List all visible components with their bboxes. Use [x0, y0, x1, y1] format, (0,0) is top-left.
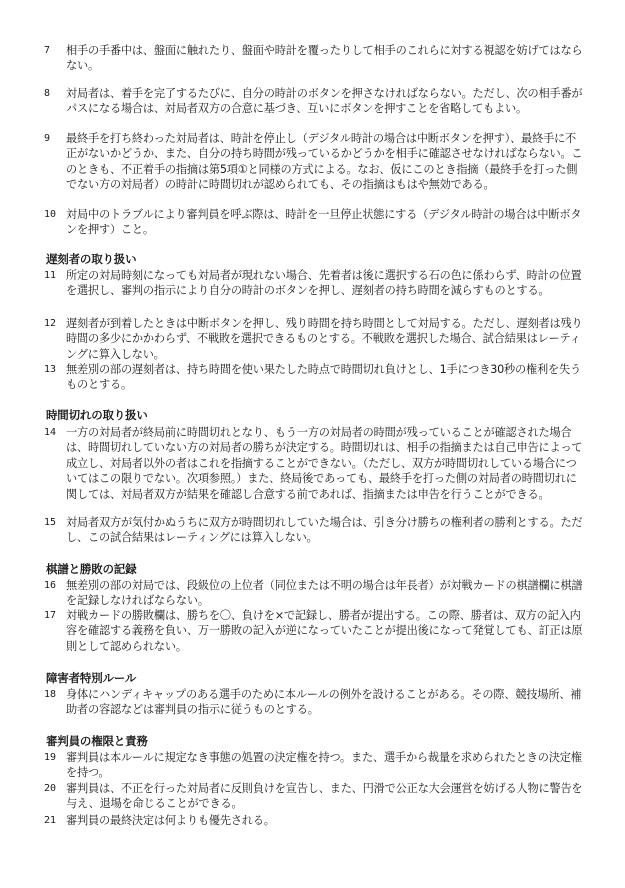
rule-text: 最終手を打ち終わった対局者は、時計を停止し（デジタル時計の場合は中断ボタンを押す）、最終手に不正がないかどうか、また、自分の持ち時間が残っているかどうかを相手に確認させなければならない。このときも、不正着手の指摘は第5項①と同様の方式による。なお、仮にこのとき指摘（最終手を打った側でない方の対局者）の時計に時間切れが認められても、その指摘はもはや無効である。: [66, 132, 583, 192]
rule-number: 10: [44, 209, 57, 220]
rule-text: 対局者は、着手を完了するたびに、自分の時計のボタンを押さなければならない。ただし、次の相手番がパスになる場合は、対局者双方の合意に基づき、互いにボタンを押すことを省略してもよい。: [66, 87, 583, 116]
rule-number: 13: [44, 364, 57, 375]
rule-number: 8: [44, 88, 51, 99]
rule-text: 相手の手番中は、盤面に触れたり、盤面や時計を覆ったりして相手のこれらに対する視認を妨げてはならない。: [66, 44, 583, 73]
rule-text: 対局者双方が気付かぬうちに双方が時間切れしていた場合は、引き分け勝ちの権利者の勝利とする。ただし、この試合結果はレーティングには算入しない。: [66, 516, 583, 545]
rule-number: 7: [44, 45, 51, 56]
rule-number: 16: [44, 580, 57, 591]
rule-number: 9: [44, 133, 51, 144]
rule-text: 審判員は本ルールに規定なき事態の処置の決定権を持つ。また、選手から裁量を求められたときの決定権を持つ。: [66, 751, 582, 780]
rule-number: 15: [44, 517, 57, 528]
section-heading-referee: 審判員の権限と責務: [46, 734, 148, 748]
rule-text: 所定の対局時刻になっても対局者が現れない場合、先着者は後に選択する石の色に係わらず、時計の位置を選択し、審判の指示により自分の時計のボタンを押し、遅刻者の持ち時間を減らすものとする。: [66, 269, 582, 298]
rule-text: 身体にハンディキャップのある選手のために本ルールの例外を設けることがある。その際、競技場所、補助者の容認などは審判員の指示に従うものとする。: [66, 688, 582, 717]
rule-number: 11: [44, 270, 57, 281]
rule-text: 審判員の最終決定は何よりも優先される。: [66, 814, 275, 827]
rule-number: 14: [44, 427, 57, 438]
rule-number: 21: [44, 815, 57, 826]
rule-text: 無差別の部の対局では、段級位の上位者（同位または不明の場合は年長者）が対戦カードの棋譜欄に棋譜を記録しなければならない。: [66, 579, 583, 608]
rule-text: 審判員は、不正を行った対局者に反則負けを宣告し、また、円滑で公正な大会運営を妨げる人物に警告を与え、退場を命じることができる。: [66, 782, 583, 811]
section-heading-late-player: 遅刻者の取り扱い: [46, 252, 137, 266]
rule-text: 遅刻者が到着したときは中断ボタンを押し、残り時間を持ち時間として対局する。ただし、遅刻者は残り時間の多少にかかわらず、不戦敗を選択できるものとする。不戦敗を選択した場合、試合結果はレーティングに算入しない。: [66, 317, 583, 361]
rule-text: 対局中のトラブルにより審判員を呼ぶ際は、時計を一旦停止状態にする（デジタル時計の場合は中断ボタンを押す）こと。: [66, 208, 582, 237]
rule-text: 無差別の部の遅刻者は、持ち時間を使い果たした時点で時間切れ負けとし、1手につき30秒の権利を失うものとする。: [66, 363, 581, 392]
rule-text: 一方の対局者が終局前に時間切れとなり、もう一方の対局者の時間が残っていることが確認された場合は、時間切れしていない方の対局者の勝ちが決定する。時間切れは、相手の指摘または自己申告によって成立し、対局者以外の者はこれを指摘することができない。（ただし、双方が時間切れしている場合についてはこの限りでない。次項参照。）また、終局後であっても、最終手を打った側の対局者の時間切れに関しては、対局者双方が結果を確認し合意する前であれば、指摘または申告を行うことができる。: [66, 426, 583, 501]
section-heading-time-out: 時間切れの取り扱い: [46, 408, 148, 422]
section-heading-special-rule: 障害者特別ルール: [46, 671, 137, 685]
rule-number: 12: [44, 318, 57, 329]
rule-number: 19: [44, 752, 57, 763]
rule-text: 対戦カードの勝敗欄は、勝ちを〇、負けを×で記録し、勝者が提出する。この際、勝者は、双方の記入内容を確認する義務を負い、万一勝敗の記入が逆になっていたことが提出後になって発覚しても、訂正は原則として認められない。: [66, 609, 583, 653]
section-heading-game-record: 棋譜と勝敗の記録: [46, 562, 137, 576]
rule-number: 20: [44, 783, 57, 794]
rule-number: 17: [44, 610, 57, 621]
rule-number: 18: [44, 689, 57, 700]
